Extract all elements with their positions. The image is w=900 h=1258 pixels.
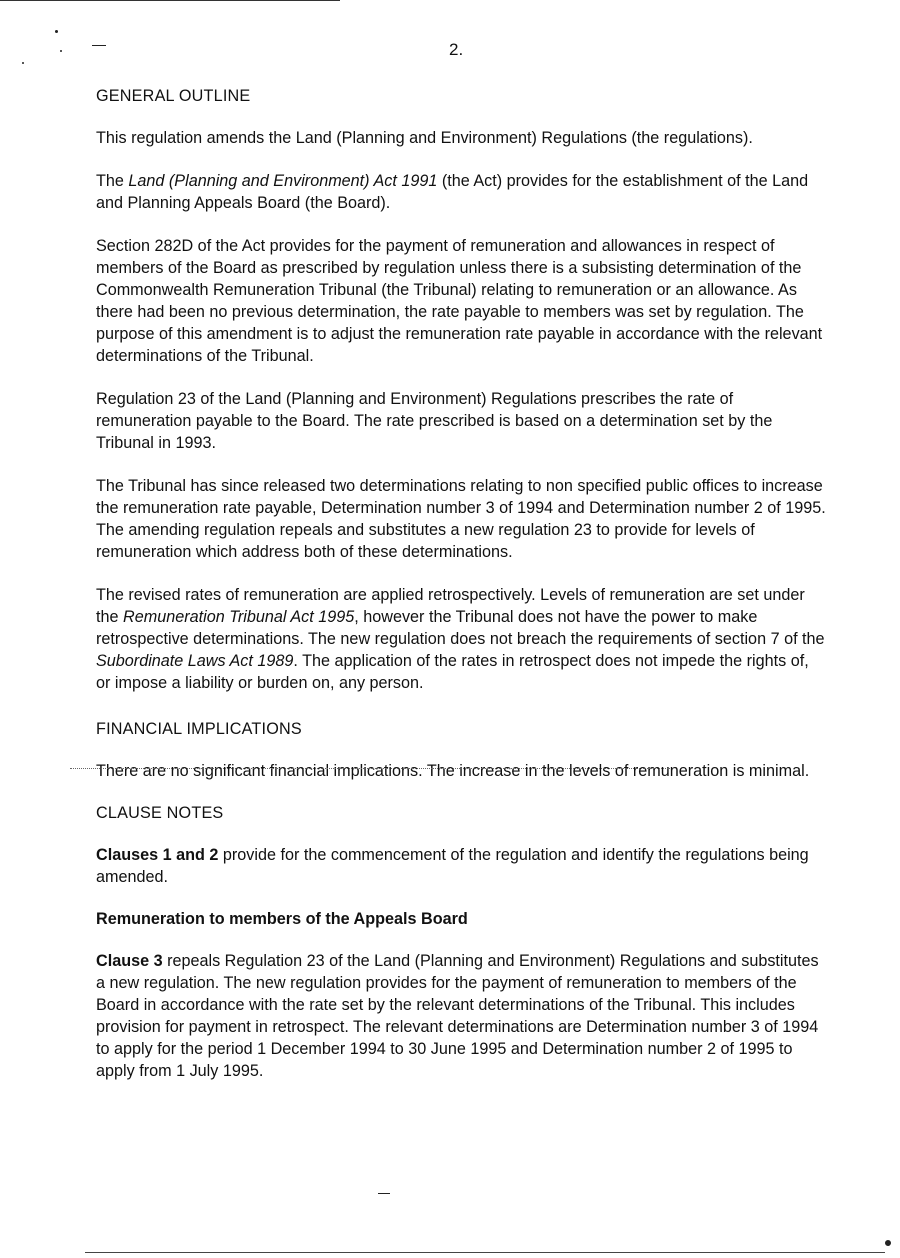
bottom-edge-rule — [85, 1252, 885, 1253]
text-run: The — [96, 172, 129, 190]
page-number: 2. — [449, 40, 464, 59]
general-outline-paragraph-5: The Tribunal has since released two determinations relating to non specified public offices to increase the remuneration rate payable, Determination number 3 of 1994 and Determination number 2 of 1995. The amending regulation repeals and substitutes a new regulation 23 to provide for levels of remuneration which address both of these determinations. — [96, 477, 826, 561]
act-title: Subordinate Laws Act 1989 — [96, 652, 294, 670]
scan-artifact-line — [70, 768, 670, 769]
general-outline-heading: GENERAL OUTLINE — [96, 87, 251, 105]
remuneration-subheading: Remuneration to members of the Appeals Board — [96, 910, 468, 928]
text-run: (the Act) provides for the establishment of the Land and Planning Appeals Board (the Board). — [96, 172, 809, 212]
scan-speck — [55, 30, 58, 33]
financial-implications-heading: FINANCIAL IMPLICATIONS — [96, 720, 302, 738]
clauses-1-2-paragraph — [96, 844, 826, 888]
scan-speck — [378, 1193, 390, 1194]
clause-label: Clause 3 — [96, 952, 163, 970]
text-run: . The application of the rates in retrospect does not impede the rights of, or impose a liability or burden on, any person. — [96, 652, 809, 692]
clause-notes-heading: CLAUSE NOTES — [96, 804, 224, 822]
scan-speck — [92, 45, 106, 46]
scan-speck — [22, 62, 24, 64]
scan-speck — [60, 50, 62, 52]
general-outline-paragraph-2 — [96, 170, 826, 214]
general-outline-paragraph-1: This regulation amends the Land (Planning and Environment) Regulations (the regulations). — [96, 129, 753, 147]
document-body — [96, 85, 826, 1082]
clause-label: Clauses 1 and 2 — [96, 846, 219, 864]
general-outline-paragraph-3: Section 282D of the Act provides for the payment of remuneration and allowances in respect of members of the Board as prescribed by regulation unless there is a subsisting determination of the Commonwealth Remuneration Tribunal (the Tribunal) relating to remuneration or an allowance. As there had been no previous determination, the rate payable to members was set by regulation. The purpose of this amendment is to adjust the remuneration rate payable in accordance with the relevant determinations of the Tribunal. — [96, 237, 823, 365]
general-outline-paragraph-4: Regulation 23 of the Land (Planning and Environment) Regulations prescribes the rate of remuneration payable to the Board. The rate prescribed is based on a determination set by the Tribunal in 1993. — [96, 390, 773, 452]
act-title: Remuneration Tribunal Act 1995 — [123, 608, 355, 626]
financial-implications-paragraph: There are no significant financial implications. The increase in the levels of remuneration is minimal. — [96, 762, 810, 780]
text-run: repeals Regulation 23 of the Land (Planning and Environment) Regulations and substitutes a new regulation. The new regulation provides for the payment of remuneration to members of the Board in accordance with the rate set by the relevant determinations of the Tribunal. This includes provision for payment in retrospect. The relevant determinations are Determination number 3 of 1994 to apply for the period 1 December 1994 to 30 June 1995 and Determination number 2 of 1995 to apply from 1 July 1995. — [96, 952, 819, 1080]
clause-3-paragraph — [96, 950, 826, 1082]
general-outline-paragraph-6 — [96, 584, 826, 694]
scan-speck — [885, 1240, 891, 1246]
text-run: , however the Tribunal does not have the power to make retrospective determinations. The new regulation does not breach the requirements of section 7 of the — [96, 608, 825, 648]
text-run: The revised rates of remuneration are applied retrospectively. Levels of remuneration are set under the — [96, 586, 805, 626]
act-title: Land (Planning and Environment) Act 1991 — [128, 172, 438, 190]
text-run: provide for the commencement of the regulation and identify the regulations being amended. — [96, 846, 809, 886]
top-edge-rule — [0, 0, 340, 1]
